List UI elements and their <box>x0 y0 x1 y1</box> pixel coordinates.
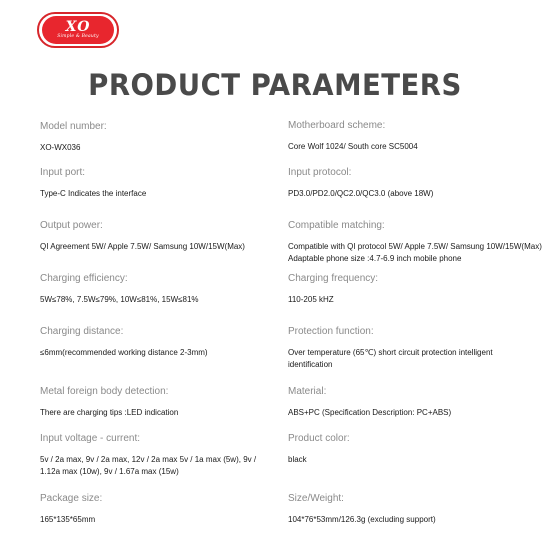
param-label: Input protocol: <box>288 167 352 178</box>
brand-logo <box>37 12 119 48</box>
param-value: There are charging tips :LED indication <box>40 408 179 417</box>
brand-logo-mark: XO <box>65 19 91 36</box>
param-value: 110-205 kHZ <box>288 295 334 304</box>
param-value: 104*76*53mm/126.3g (excluding support) <box>288 515 436 524</box>
param-value: QI Agreement 5W/ Apple 7.5W/ Samsung 10W/15W(Max) <box>40 242 245 251</box>
param-label: Product color: <box>288 433 350 444</box>
param-value: Compatible with QI protocol 5W/ Apple 7.5W/ Samsung 10W/15W(Max) Adaptable phone size :4.7-6.9 inch mobile phone <box>288 242 542 263</box>
param-metal-detection <box>40 385 280 419</box>
param-protection-function <box>288 325 520 371</box>
param-model-number <box>40 120 280 154</box>
param-output-power <box>40 219 280 253</box>
param-label: Package size: <box>40 493 103 504</box>
param-package-size <box>40 492 280 526</box>
param-label: Charging distance: <box>40 326 124 337</box>
param-label: Charging efficiency: <box>40 273 128 284</box>
param-label: Motherboard scheme: <box>288 120 386 131</box>
param-label: Material: <box>288 386 327 397</box>
param-value: black <box>288 455 307 464</box>
param-charging-frequency <box>288 272 546 306</box>
param-value: Core Wolf 1024/ South core SC5004 <box>288 142 418 151</box>
param-input-port <box>40 166 280 200</box>
brand-logo-tagline: Simple & Beauty <box>57 34 99 40</box>
param-label: Size/Weight: <box>288 493 344 504</box>
param-label: Protection function: <box>288 326 374 337</box>
param-value: XO-WX036 <box>40 143 81 152</box>
param-value: ABS+PC (Specification Description: PC+ABS) <box>288 408 452 417</box>
param-label: Input port: <box>40 167 86 178</box>
param-material <box>288 385 546 419</box>
param-label: Input voltage - current: <box>40 433 141 444</box>
brand-logo-badge <box>42 16 114 44</box>
param-motherboard-scheme <box>288 119 546 153</box>
param-charging-distance <box>40 325 280 359</box>
param-value: 5W≤78%, 7.5W≤79%, 10W≤81%, 15W≤81% <box>40 295 199 304</box>
param-input-voltage <box>40 432 272 478</box>
param-label: Output power: <box>40 220 103 231</box>
param-value: Over temperature (65℃) short circuit protection intelligent identification <box>288 348 493 369</box>
page-title: PRODUCT PARAMETERS <box>88 68 462 102</box>
param-input-protocol <box>288 166 546 200</box>
param-value: ≤6mm(recommended working distance 2-3mm) <box>40 348 208 357</box>
param-value: 165*135*65mm <box>40 515 96 524</box>
param-label: Compatible matching: <box>288 220 385 231</box>
param-value: 5v / 2a max, 9v / 2a max, 12v / 2a max 5v / 1a max (5w), 9v / 1.12a max (10w), 9v / 1.67a max (15w) <box>40 455 257 476</box>
param-label: Charging frequency: <box>288 273 379 284</box>
param-label: Metal foreign body detection: <box>40 386 169 397</box>
param-product-color <box>288 432 546 466</box>
param-value: PD3.0/PD2.0/QC2.0/QC3.0 (above 18W) <box>288 189 434 198</box>
param-size-weight <box>288 492 546 526</box>
param-value: Type-C Indicates the interface <box>40 189 147 198</box>
param-compatible-matching <box>288 219 546 265</box>
param-charging-efficiency <box>40 272 280 306</box>
param-label: Model number: <box>40 121 107 132</box>
